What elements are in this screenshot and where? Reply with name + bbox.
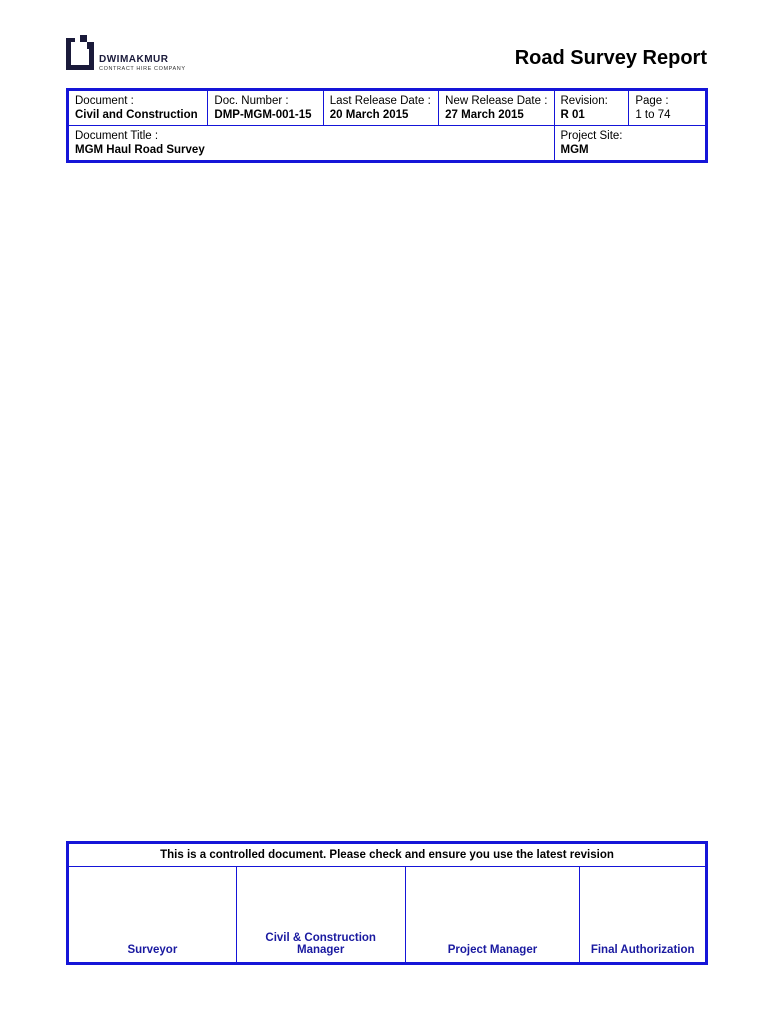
doc-number-cell <box>208 90 323 126</box>
last-release-label: Last Release Date : <box>329 95 431 107</box>
last-release-value: 20 March 2015 <box>329 109 409 121</box>
project-site-cell <box>554 126 707 162</box>
logo-company-name: DWIMAKMUR <box>99 54 169 65</box>
page-cell <box>629 90 707 126</box>
document-label: Document : <box>75 95 134 107</box>
revision-label: Revision: <box>560 95 608 107</box>
doc-title-value: MGM Haul Road Survey <box>75 144 205 156</box>
project-site-value: MGM <box>560 144 589 156</box>
header-row-1 <box>68 90 707 126</box>
dwimakmur-logo-icon <box>66 35 98 73</box>
project-site-label: Project Site: <box>560 130 623 142</box>
signature-row <box>68 867 707 964</box>
signatory-final-authorization: Final Authorization <box>580 867 707 964</box>
revision-value: R 01 <box>560 109 585 121</box>
signatory-civil-construction-manager: Civil & Construction Manager <box>236 867 405 964</box>
new-release-cell <box>439 90 554 126</box>
document-cell <box>68 90 208 126</box>
logo-tagline: CONTRACT HIRE COMPANY <box>99 66 186 72</box>
signatory-project-manager: Project Manager <box>405 867 580 964</box>
revision-cell <box>554 90 629 126</box>
company-logo <box>66 35 196 75</box>
header-row-2 <box>68 126 707 162</box>
page-value: 1 to 74 <box>635 109 671 121</box>
doc-title-cell <box>68 126 555 162</box>
doc-number-label: Doc. Number : <box>214 95 289 107</box>
document-header-table <box>66 88 708 163</box>
signatory-surveyor: Surveyor <box>68 867 237 964</box>
doc-number-value: DMP-MGM-001-15 <box>214 109 312 121</box>
approval-table <box>66 841 708 965</box>
controlled-document-notice: This is a controlled document. Please check and ensure you use the latest revision <box>68 843 707 867</box>
doc-title-label: Document Title : <box>75 130 159 142</box>
last-release-cell <box>323 90 438 126</box>
new-release-label: New Release Date : <box>445 95 548 107</box>
new-release-value: 27 March 2015 <box>445 109 524 121</box>
page-title: Road Survey Report <box>514 47 707 69</box>
document-value: Civil and Construction <box>75 109 198 121</box>
page-label: Page : <box>635 95 669 107</box>
